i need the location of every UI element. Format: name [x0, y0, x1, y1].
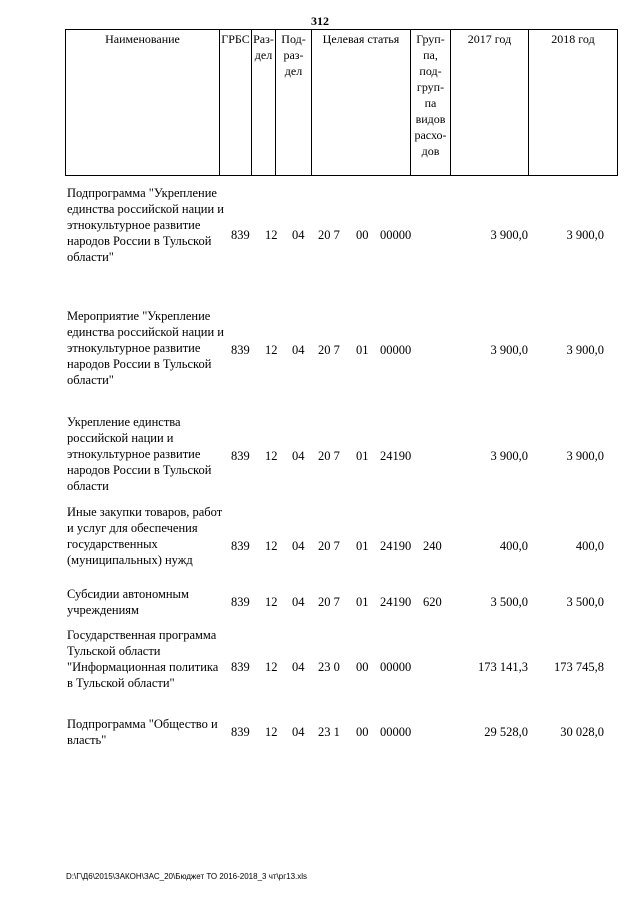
row-cs-program: 20 7: [318, 595, 340, 609]
row-cs-code: 00000: [380, 660, 412, 674]
row-cs-code: 24190: [380, 449, 412, 463]
row-razdel: 12: [265, 343, 278, 357]
row-cs-code: 00000: [380, 725, 412, 739]
header-podrazdel: Под- раз- дел: [276, 30, 312, 175]
row-podrazdel: 04: [292, 343, 305, 357]
row-razdel: 12: [265, 595, 278, 609]
row-grbs: 839: [231, 228, 250, 242]
row-cs-program: 20 7: [318, 539, 340, 553]
row-cs-program: 20 7: [318, 449, 340, 463]
row-name: Подпрограмма "Общество и власть": [67, 717, 218, 747]
row-name: Иные закупки товаров, работ и услуг для обеспечения государственных (муниципальных) нужд: [67, 505, 223, 567]
table-header: [65, 29, 618, 176]
header-razdel: Раз- дел: [252, 30, 276, 175]
row-name: Государственная программа Тульской области "Информационная политика в Тульской области": [67, 628, 219, 690]
row-podrazdel: 04: [292, 660, 305, 674]
file-path-footer: D:\Г\Д6\2015\ЗАКОН\ЗАС_20\Бюджет ТО 2016-2018_3 чт\рг13.xls: [66, 872, 308, 881]
row-value-2017: 3 900,0: [490, 228, 528, 242]
row-grbs: 839: [231, 725, 250, 739]
row-grbs: 839: [231, 539, 250, 553]
row-cs-event: 00: [356, 725, 369, 739]
header-expense-group: Груп- па, под- груп- па видов расхо- дов: [411, 30, 451, 175]
row-grbs: 839: [231, 343, 250, 357]
row-cs-program: 20 7: [318, 228, 340, 242]
row-value-2017: 173 141,3: [478, 660, 528, 674]
row-grbs: 839: [231, 449, 250, 463]
row-value-2018: 3 900,0: [566, 449, 604, 463]
header-name: Наименование: [66, 30, 220, 175]
row-value-2018: 400,0: [575, 539, 604, 553]
row-cs-program: 23 0: [318, 660, 340, 674]
row-name: Мероприятие "Укрепление единства российской нации и этнокультурное развитие народов России в Тульской области": [67, 309, 225, 387]
row-cs-code: 00000: [380, 228, 412, 242]
row-value-2018: 3 500,0: [566, 595, 604, 609]
row-grbs: 839: [231, 595, 250, 609]
row-value-2018: 3 900,0: [566, 343, 604, 357]
row-razdel: 12: [265, 660, 278, 674]
row-expense-group: 240: [423, 539, 442, 553]
row-name: Подпрограмма "Укрепление единства российской нации и этнокультурное развитие народов России в Тульской области": [67, 186, 225, 264]
row-grbs: 839: [231, 660, 250, 674]
row-cs-program: 20 7: [318, 343, 340, 357]
row-value-2017: 29 528,0: [484, 725, 528, 739]
row-value-2017: 400,0: [499, 539, 528, 553]
row-cs-event: 01: [356, 539, 369, 553]
row-razdel: 12: [265, 725, 278, 739]
row-cs-code: 24190: [380, 595, 412, 609]
row-cs-event: 01: [356, 449, 369, 463]
row-cs-program: 23 1: [318, 725, 340, 739]
header-grbs: ГРБС: [220, 30, 252, 175]
row-cs-code: 00000: [380, 343, 412, 357]
row-cs-event: 00: [356, 228, 369, 242]
header-target-article: Целевая статья: [312, 30, 411, 175]
row-value-2018: 173 745,8: [554, 660, 604, 674]
row-podrazdel: 04: [292, 228, 305, 242]
row-cs-event: 01: [356, 595, 369, 609]
row-value-2018: 3 900,0: [566, 228, 604, 242]
row-expense-group: 620: [423, 595, 442, 609]
row-value-2017: 3 500,0: [490, 595, 528, 609]
header-2018: 2018 год: [551, 32, 595, 46]
row-razdel: 12: [265, 228, 278, 242]
row-value-2018: 30 028,0: [560, 725, 604, 739]
row-name: Укрепление единства российской нации и этнокультурное развитие народов России в Тульской области: [67, 415, 212, 493]
row-podrazdel: 04: [292, 449, 305, 463]
page-number: 312: [311, 14, 329, 28]
row-razdel: 12: [265, 449, 278, 463]
row-podrazdel: 04: [292, 539, 305, 553]
row-value-2017: 3 900,0: [490, 449, 528, 463]
row-cs-code: 24190: [380, 539, 412, 553]
row-cs-event: 01: [356, 343, 369, 357]
row-cs-event: 00: [356, 660, 369, 674]
header-2017: 2017 год: [451, 30, 529, 175]
row-name: Субсидии автономным учреждениям: [67, 587, 189, 617]
row-podrazdel: 04: [292, 595, 305, 609]
row-value-2017: 3 900,0: [490, 343, 528, 357]
row-podrazdel: 04: [292, 725, 305, 739]
row-razdel: 12: [265, 539, 278, 553]
